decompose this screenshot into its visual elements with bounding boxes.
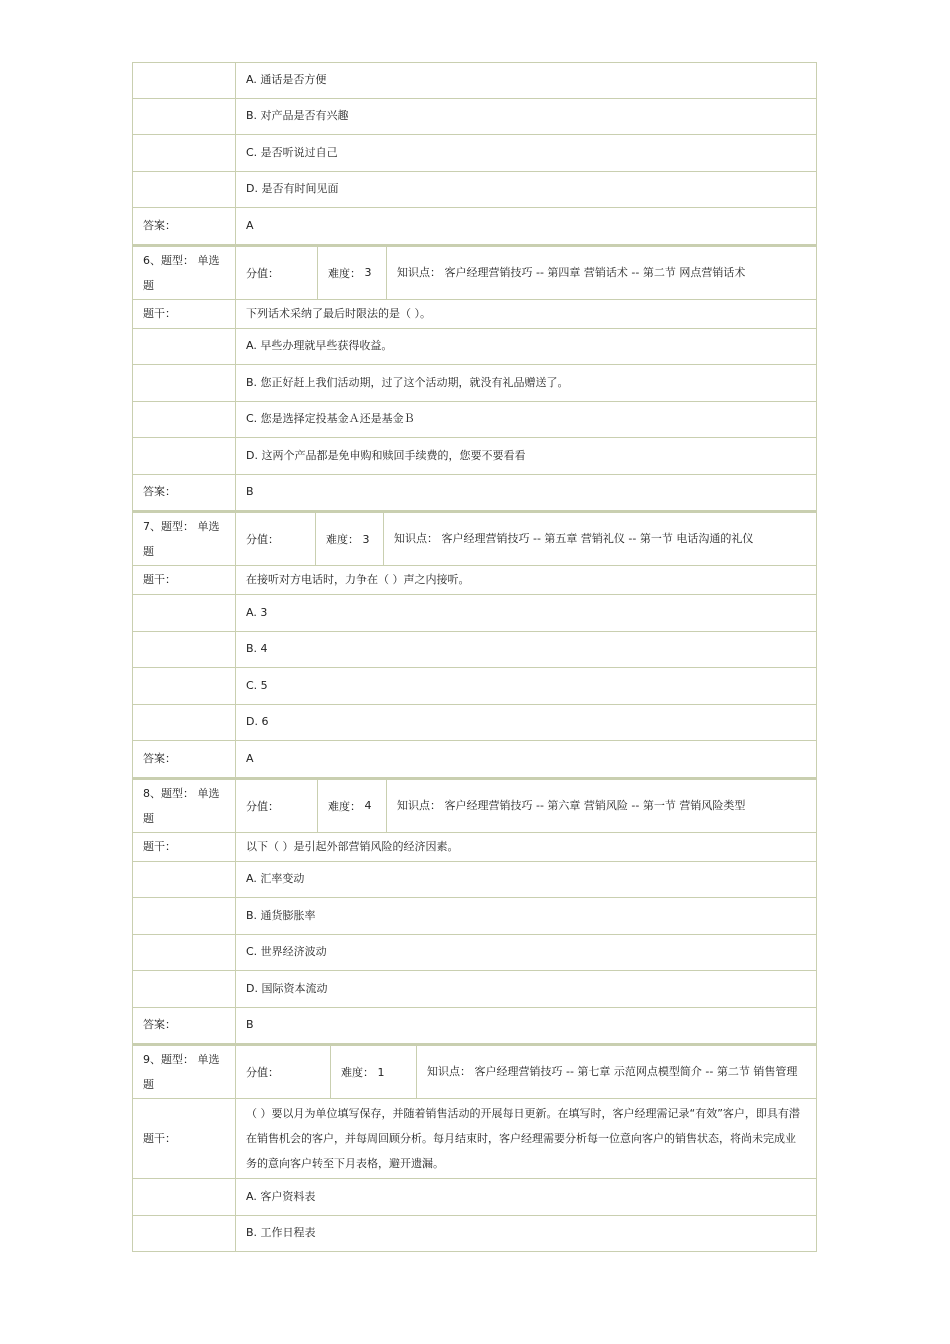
knowledge-label: 知识点： [427,1065,471,1078]
stem-label: 题干： [133,833,236,861]
question-sheet [132,62,817,1252]
option-text: C. 是否听说过自己 [246,145,338,159]
difficulty-label: 难度： [341,1066,374,1079]
question-header-row [132,1044,817,1099]
knowledge-value: 客户经理营销技巧 -- 第五章 营销礼仪 -- 第一节 电话沟通的礼仪 [441,532,754,545]
option-row [132,438,817,475]
answer-label: 答案： [133,1008,236,1044]
empty-label-cell [133,438,236,474]
stem-label: 题干： [133,300,236,328]
option-row [132,99,817,136]
knowledge-label: 知识点： [394,532,438,545]
empty-label-cell [133,99,236,135]
option-row [132,172,817,209]
knowledge-label: 知识点： [397,265,441,279]
empty-label-cell [133,668,236,704]
stem-row [132,566,817,595]
empty-label-cell [133,172,236,208]
option-row [132,1216,817,1253]
option-text: D. 这两个产品都是免申购和赎回手续费的，您要不要看看 [246,448,526,462]
option-row [132,1179,817,1216]
option-row [132,329,817,366]
knowledge-cell [417,1046,816,1098]
empty-label-cell [133,935,236,971]
empty-label-cell [133,705,236,741]
empty-label-cell [133,632,236,668]
answer-row [132,741,817,778]
option-text: D. 国际资本流动 [246,981,328,995]
empty-label-cell [133,402,236,438]
stem-text: （ ）要以月为单位填写保存，并随着销售活动的开展每日更新。在填写时，客户经理需记录“有效”客户，即具有潜在销售机会的客户，并每周回顾分析。每月结束时，客户经理需要分析每一位意向客户的销售状态，将尚未完成业务的意向客户转至下月表格，避开遗漏。 [246,1107,800,1170]
option-row [132,365,817,402]
stem-label: 题干： [133,566,236,594]
stem-text: 在接听对方电话时，力争在（ ）声之内接听。 [246,573,470,586]
option-text: B. 对产品是否有兴趣 [246,109,349,123]
difficulty-label: 难度： [326,533,359,546]
difficulty-cell [316,513,384,565]
option-text: B. 4 [246,642,268,656]
difficulty-value: 1 [377,1065,385,1079]
option-text: A. 3 [246,605,268,619]
option-row [132,62,817,99]
empty-label-cell [133,329,236,365]
knowledge-value: 客户经理营销技巧 -- 第七章 示范网点模型简介 -- 第二节 销售管理 [474,1065,798,1078]
answer-row [132,1008,817,1045]
option-text: D. 6 [246,715,269,729]
score-label: 分值： [236,247,318,299]
answer-label: 答案： [133,475,236,511]
question-type: 9、题型： 单选题 [133,1046,236,1098]
option-text: C. 世界经济波动 [246,945,327,959]
option-row [132,595,817,632]
option-text: B. 工作日程表 [246,1226,316,1240]
difficulty-value: 3 [364,266,372,279]
option-row [132,971,817,1008]
empty-label-cell [133,63,236,98]
difficulty-cell [318,780,387,832]
difficulty-cell [331,1046,417,1098]
empty-label-cell [133,595,236,631]
difficulty-cell [318,247,387,299]
option-row [132,402,817,439]
answer-label: 答案： [133,208,236,244]
score-label: 分值： [236,780,318,832]
option-text: A. 汇率变动 [246,872,305,886]
stem-row [132,833,817,862]
difficulty-label: 难度： [328,266,361,280]
question-type: 8、题型： 单选题 [133,780,236,832]
answer-value: A [246,751,254,765]
empty-label-cell [133,971,236,1007]
knowledge-label: 知识点： [397,798,441,812]
option-row [132,632,817,669]
question-meta [236,1046,816,1098]
score-label: 分值： [236,513,316,565]
option-text: D. 是否有时间见面 [246,182,339,196]
option-row [132,898,817,935]
answer-label: 答案： [133,741,236,777]
knowledge-cell [384,513,816,565]
empty-label-cell [133,1179,236,1215]
option-row [132,668,817,705]
stem-text: 下列话术采纳了最后时限法的是（ ）。 [246,306,431,320]
option-row [132,705,817,742]
option-text: A. 早些办理就早些获得收益。 [246,339,393,353]
question-meta [236,247,816,299]
answer-value: B [246,485,254,499]
stem-text: 以下（ ）是引起外部营销风险的经济因素。 [246,839,459,853]
knowledge-cell [387,780,816,832]
knowledge-value: 客户经理营销技巧 -- 第六章 营销风险 -- 第一节 营销风险类型 [444,798,746,812]
empty-label-cell [133,862,236,898]
option-text: C. 5 [246,678,268,692]
question-meta [236,513,816,565]
option-row [132,862,817,899]
empty-label-cell [133,365,236,401]
difficulty-value: 3 [362,532,370,546]
stem-row [132,300,817,329]
stem-label: 题干： [133,1099,236,1178]
empty-label-cell [133,1216,236,1252]
option-text: B. 通货膨胀率 [246,908,316,922]
question-type: 6、题型： 单选题 [133,247,236,299]
option-row [132,935,817,972]
option-row [132,135,817,172]
option-text: A. 客户资料表 [246,1189,316,1203]
answer-row [132,475,817,512]
question-header-row [132,778,817,833]
answer-value: A [246,218,254,232]
knowledge-value: 客户经理营销技巧 -- 第四章 营销话术 -- 第二节 网点营销话术 [444,265,746,279]
question-meta [236,780,816,832]
knowledge-cell [387,247,816,299]
difficulty-label: 难度： [328,799,361,813]
question-type: 7、题型： 单选题 [133,513,236,565]
stem-row [132,1099,817,1179]
question-header-row [132,511,817,566]
answer-value: B [246,1018,254,1032]
option-text: C. 您是选择定投基金Ａ还是基金Ｂ [246,412,415,426]
empty-label-cell [133,135,236,171]
option-text: A. 通话是否方便 [246,73,327,87]
difficulty-value: 4 [364,799,372,812]
empty-label-cell [133,898,236,934]
option-text: B. 您正好赶上我们活动期，过了这个活动期，就没有礼品赠送了。 [246,375,569,389]
question-header-row [132,245,817,300]
score-label: 分值： [236,1046,331,1098]
answer-row [132,208,817,245]
